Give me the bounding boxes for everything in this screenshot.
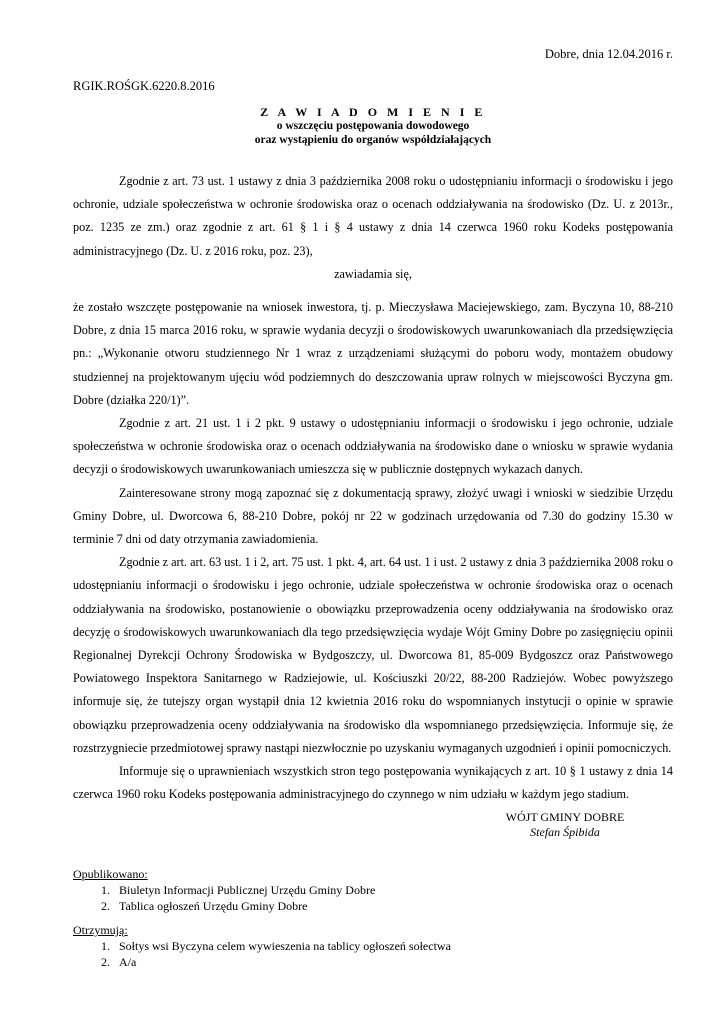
list-item: 1. Biuletyn Informacji Publicznej Urzędu Gminy Dobre xyxy=(113,882,375,898)
list-item: 2. Tablica ogłoszeń Urzędu Gminy Dobre xyxy=(113,898,375,914)
published-section xyxy=(73,866,375,914)
recipients-heading: Otrzymują: xyxy=(73,923,128,937)
document-body xyxy=(73,170,673,806)
list-item: 2. A/a xyxy=(113,954,451,970)
recipients-section xyxy=(73,922,451,970)
paragraph-legal-basis: Zgodnie z art. 73 ust. 1 ustawy z dnia 3 października 2008 roku o udostępnianiu informacji o środowisku i jego ochronie, udziale społeczeństwa w ochronie środowiska oraz o ocenach oddziaływania na środowisko (Dz. U. z 2013r., poz. 1235 ze zm.) oraz zgodnie z art. 61 § 1 i § 4 ustawy z dnia 14 czerwca 1960 roku Kodeks postępowania administracyjnego (Dz. U. z 2016 roku, poz. 23), xyxy=(73,174,673,258)
document-date: Dobre, dnia 12.04.2016 r. xyxy=(544,47,673,61)
paragraph-public-data: Zgodnie z art. 21 ust. 1 i 2 pkt. 9 ustawy o udostępnianiu informacji o środowisku i jego ochronie, udziale społeczeństwa w ochronie środowiska oraz o ocenach oddziaływania na środowisko dane o wniosku w sprawie wydania decyzji o środowiskowych uwarunkowaniach umieszcza się w publicznie dostępnych wykazach danych. xyxy=(73,416,673,477)
title-line-2: o wszczęciu postępowania dowodowego xyxy=(276,120,470,132)
signature-block xyxy=(480,810,650,840)
published-list xyxy=(73,882,375,914)
paragraph-proceedings: że zostało wszczęte postępowanie na wniosek inwestora, tj. p. Mieczysława Maciejewskiego, zam. Byczyna 10, 88-210 Dobre, z dnia 15 marca 2016 roku, w sprawie wydania decyzji o środowiskowych uwarunkowaniach dla przedsięwzięcia pn.: „Wykonanie otworu studziennego Nr 1 wraz z urządzeniami służącymi do poboru wody, montażem obudowy studziennej na projektowanym ujęciu wód podziemnych do deszczowania upraw rolnych w miejscowości Byczyna gm. Dobre (działka 220/1)”. xyxy=(73,300,673,407)
published-heading: Opublikowano: xyxy=(73,867,148,881)
paragraph-opinions: Zgodnie z art. art. 63 ust. 1 i 2, art. 75 ust. 1 pkt. 4, art. 64 ust. 1 i ust. 2 ustawy z dnia 3 października 2008 roku o udostępnianiu informacji o środowisku i jego ochronie, udziale społeczeństwa w ochronie środowiska oraz o ocenach oddziaływania na środowisko, postanowienie o obowiązku przeprowadzenia oceny oddziaływania na środowisko oraz decyzję o środowiskowych uwarunkowaniach dla tego przedsięwzięcia wydaje Wójt Gminy Dobre po zasięgnięciu opinii Regionalnej Dyrekcji Ochrony Środowiska w Bydgoszczy, ul. Dworcowa 81, 85-009 Bydgoszcz oraz Państwowego Powiatowego Inspektora Sanitarnego w Radziejowie, ul. Kościuszki 20/22, 88-200 Radziejów. Wobec powyższego informuje się, że tutejszy organ wystąpił dnia 12 kwietnia 2016 roku do wspomnianych instytucji o opinie w sprawie obowiązku przeprowadzenia oceny oddziaływania na środowisko dla wspomnianego przedsięwzięcia. Informuje się, że rozstrzygniecie przedmiotowej sprawy nastąpi niezwłocznie po uzyskaniu wymaganych uzgodnień i opinii pomocniczych. xyxy=(73,555,673,755)
paragraph-inspection: Zainteresowane strony mogą zapoznać się z dokumentacją sprawy, złożyć uwagi i wnioski w siedzibie Urzędu Gminy Dobre, ul. Dworcowa 6, 88-210 Dobre, pokój nr 22 w godzinach urzędowania od 7.30 do godziny 15.30 w terminie 7 dni od daty otrzymania zawiadomienia. xyxy=(73,485,673,547)
paragraph-rights: Informuje się o uprawnieniach wszystkich stron tego postępowania wynikających z art. 10 § 1 ustawy z dnia 14 czerwca 1960 roku Kodeks postępowania administracyjnego do czynnego w nim udziału w każdym jego stadium. xyxy=(73,764,673,802)
document-title xyxy=(73,105,673,147)
title-line-1: Z A W I A D O M I E N I E xyxy=(260,105,486,119)
list-item: 1. Sołtys wsi Byczyna celem wywieszenia na tablicy ogłoszeń sołectwa xyxy=(113,938,451,954)
paragraph-announcement: zawiadamia się, xyxy=(334,266,412,281)
title-line-3: oraz wystąpieniu do organów współdziałających xyxy=(254,134,492,146)
recipients-list xyxy=(73,938,451,970)
signature-title: WÓJT GMINY DOBRE xyxy=(505,810,625,824)
case-reference-number: RGIK.ROŚGK.6220.8.2016 xyxy=(73,79,215,93)
signature-name: Stefan Śpibida xyxy=(530,825,600,839)
